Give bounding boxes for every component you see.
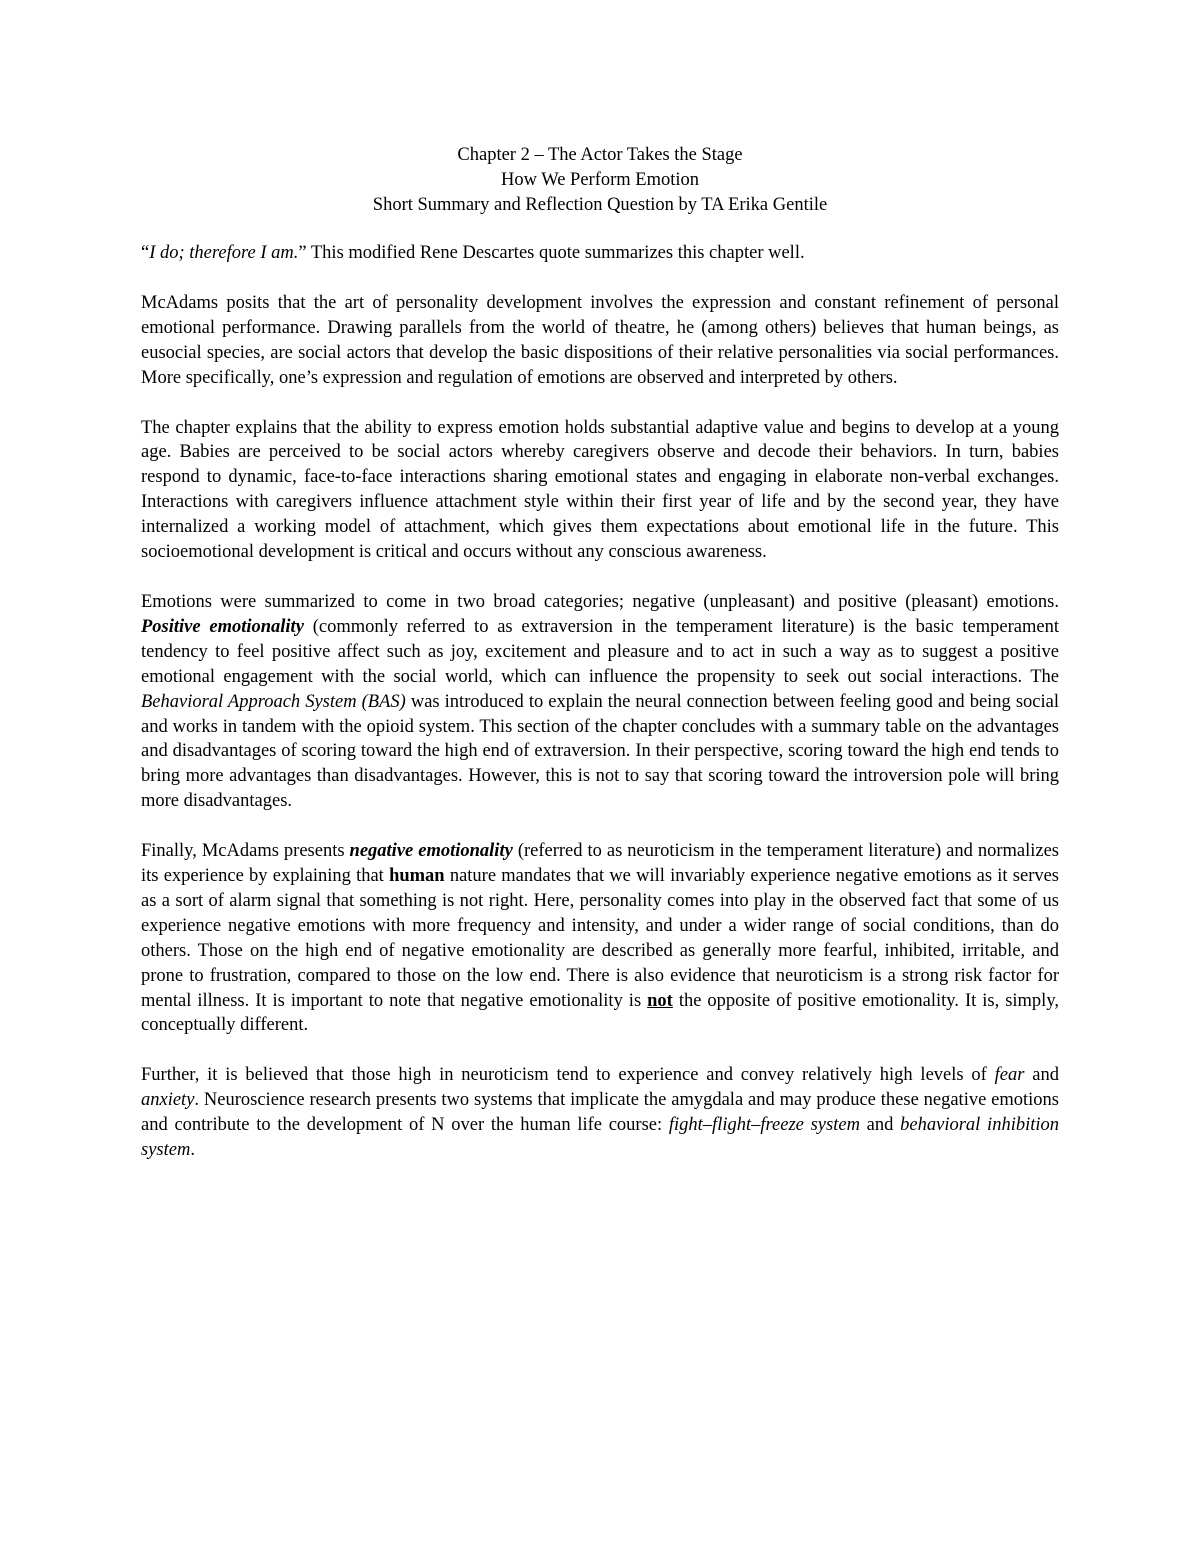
paragraph-mcadams-thesis: McAdams posits that the art of personality development involves the expression and constant refinement of personal emotional performance. Drawing parallels from the world of theatre, he (among others) believes that human beings, as eusocial species, are social actors that develop the basic dispositions of their relative personalities via social performances. More specifically, one’s expression and regulation of emotions are observed and interpreted by others. — [141, 292, 1059, 388]
text-span: (referred to as neuroticism in the temperament literature) and normalizes its experience by explaining that — [141, 841, 1059, 887]
text-span: nature mandates that we will invariably experience negative emotions as it serves as a sort of alarm signal that something is not right. Here, personality comes into play in the observed fact that some of us experience negative emotions with more frequency and intensity, and under a wider range of social conditions, than do others. Those on the high end of negative emotionality are described as generally more fearful, inhibited, irritable, and prone to frustration, compared to those on the low end. There is also evidence that neuroticism is a strong risk factor for mental illness. It is important to note that negative emotionality is — [141, 866, 1060, 1011]
text-span: . Neuroscience research presents two systems that implicate the amygdala and may produce these negative emotions and contribute to the development of N over the human life course: — [141, 1090, 1059, 1136]
paragraph-neuroticism-systems — [141, 1063, 1059, 1163]
text-span: . — [190, 1140, 195, 1161]
document-header — [0, 143, 1200, 218]
term-anxiety: anxiety — [141, 1090, 195, 1111]
quote-close-mark: ” — [298, 243, 307, 263]
descartes-quote: I do; therefore I am. — [149, 243, 299, 263]
term-bas: Behavioral Approach System (BAS) — [141, 691, 406, 712]
emphasis-not: not — [647, 990, 673, 1011]
text-span: and — [1024, 1065, 1060, 1086]
paragraph-quote — [141, 241, 1059, 266]
text-span: the opposite of positive emotionality. It is, simply, conceptually different. — [141, 990, 1059, 1036]
text-span: was introduced to explain the neural connection between feeling good and being social and works in tandem with the opioid system. This section of the chapter concludes with a summary table on the advantages and disadvantages of scoring toward the high end of extraversion. In their perspective, scoring toward the high end tends to bring more advantages than disadvantages. However, this is not to say that scoring toward the introversion pole will bring more disadvantages. — [141, 691, 1059, 812]
term-fight-flight-freeze: fight–flight–freeze system — [668, 1115, 860, 1136]
quote-open-mark: “ — [141, 243, 150, 263]
document-byline: Short Summary and Reflection Question by TA Erika Gentile — [372, 195, 828, 215]
text-span: Finally, McAdams presents — [141, 841, 350, 862]
text-span: Emotions were summarized to come in two broad categories; negative (unpleasant) and positive (pleasant) emotions. — [141, 591, 1059, 612]
term-positive-emotionality: Positive emotionality — [141, 616, 304, 637]
term-fear: fear — [994, 1065, 1025, 1086]
term-negative-emotionality: negative emotionality — [349, 841, 513, 862]
quote-comment: This modified Rene Descartes quote summarizes this chapter well. — [306, 243, 805, 263]
term-behavioral-inhibition: behavioral inhibition system — [141, 1115, 1060, 1161]
chapter-title: Chapter 2 – The Actor Takes the Stage — [457, 145, 743, 165]
text-span: (commonly referred to as extraversion in the temperament literature) is the basic temperament tendency to feel positive affect such as joy, excitement and pleasure and to act in such a way as to suggest a positive emotional engagement with the social world, which can influence the propensity to seek out social interactions. The — [141, 616, 1059, 687]
text-span: Further, it is believed that those high in neuroticism tend to experience and convey relatively high levels of — [141, 1065, 995, 1086]
paragraph-negative-emotionality — [141, 839, 1059, 1038]
document-body — [141, 241, 1059, 1188]
text-span: and — [859, 1115, 901, 1136]
paragraph-positive-emotionality — [141, 590, 1059, 814]
paragraph-emotion-development: The chapter explains that the ability to express emotion holds substantial adaptive value and begins to develop at a young age. Babies are perceived to be social actors whereby caregivers observe and decode their behaviors. In turn, babies respond to dynamic, face-to-face interactions sharing emotional states and engaging in elaborate non-verbal exchanges. Interactions with caregivers influence attachment style within their first year of life and by the second year, they have internalized a working model of attachment, which gives them expectations about emotional life in the future. This socioemotional development is critical and occurs without any conscious awareness. — [141, 417, 1059, 563]
bold-word-human: human — [389, 866, 445, 887]
chapter-subtitle: How We Perform Emotion — [500, 170, 700, 190]
